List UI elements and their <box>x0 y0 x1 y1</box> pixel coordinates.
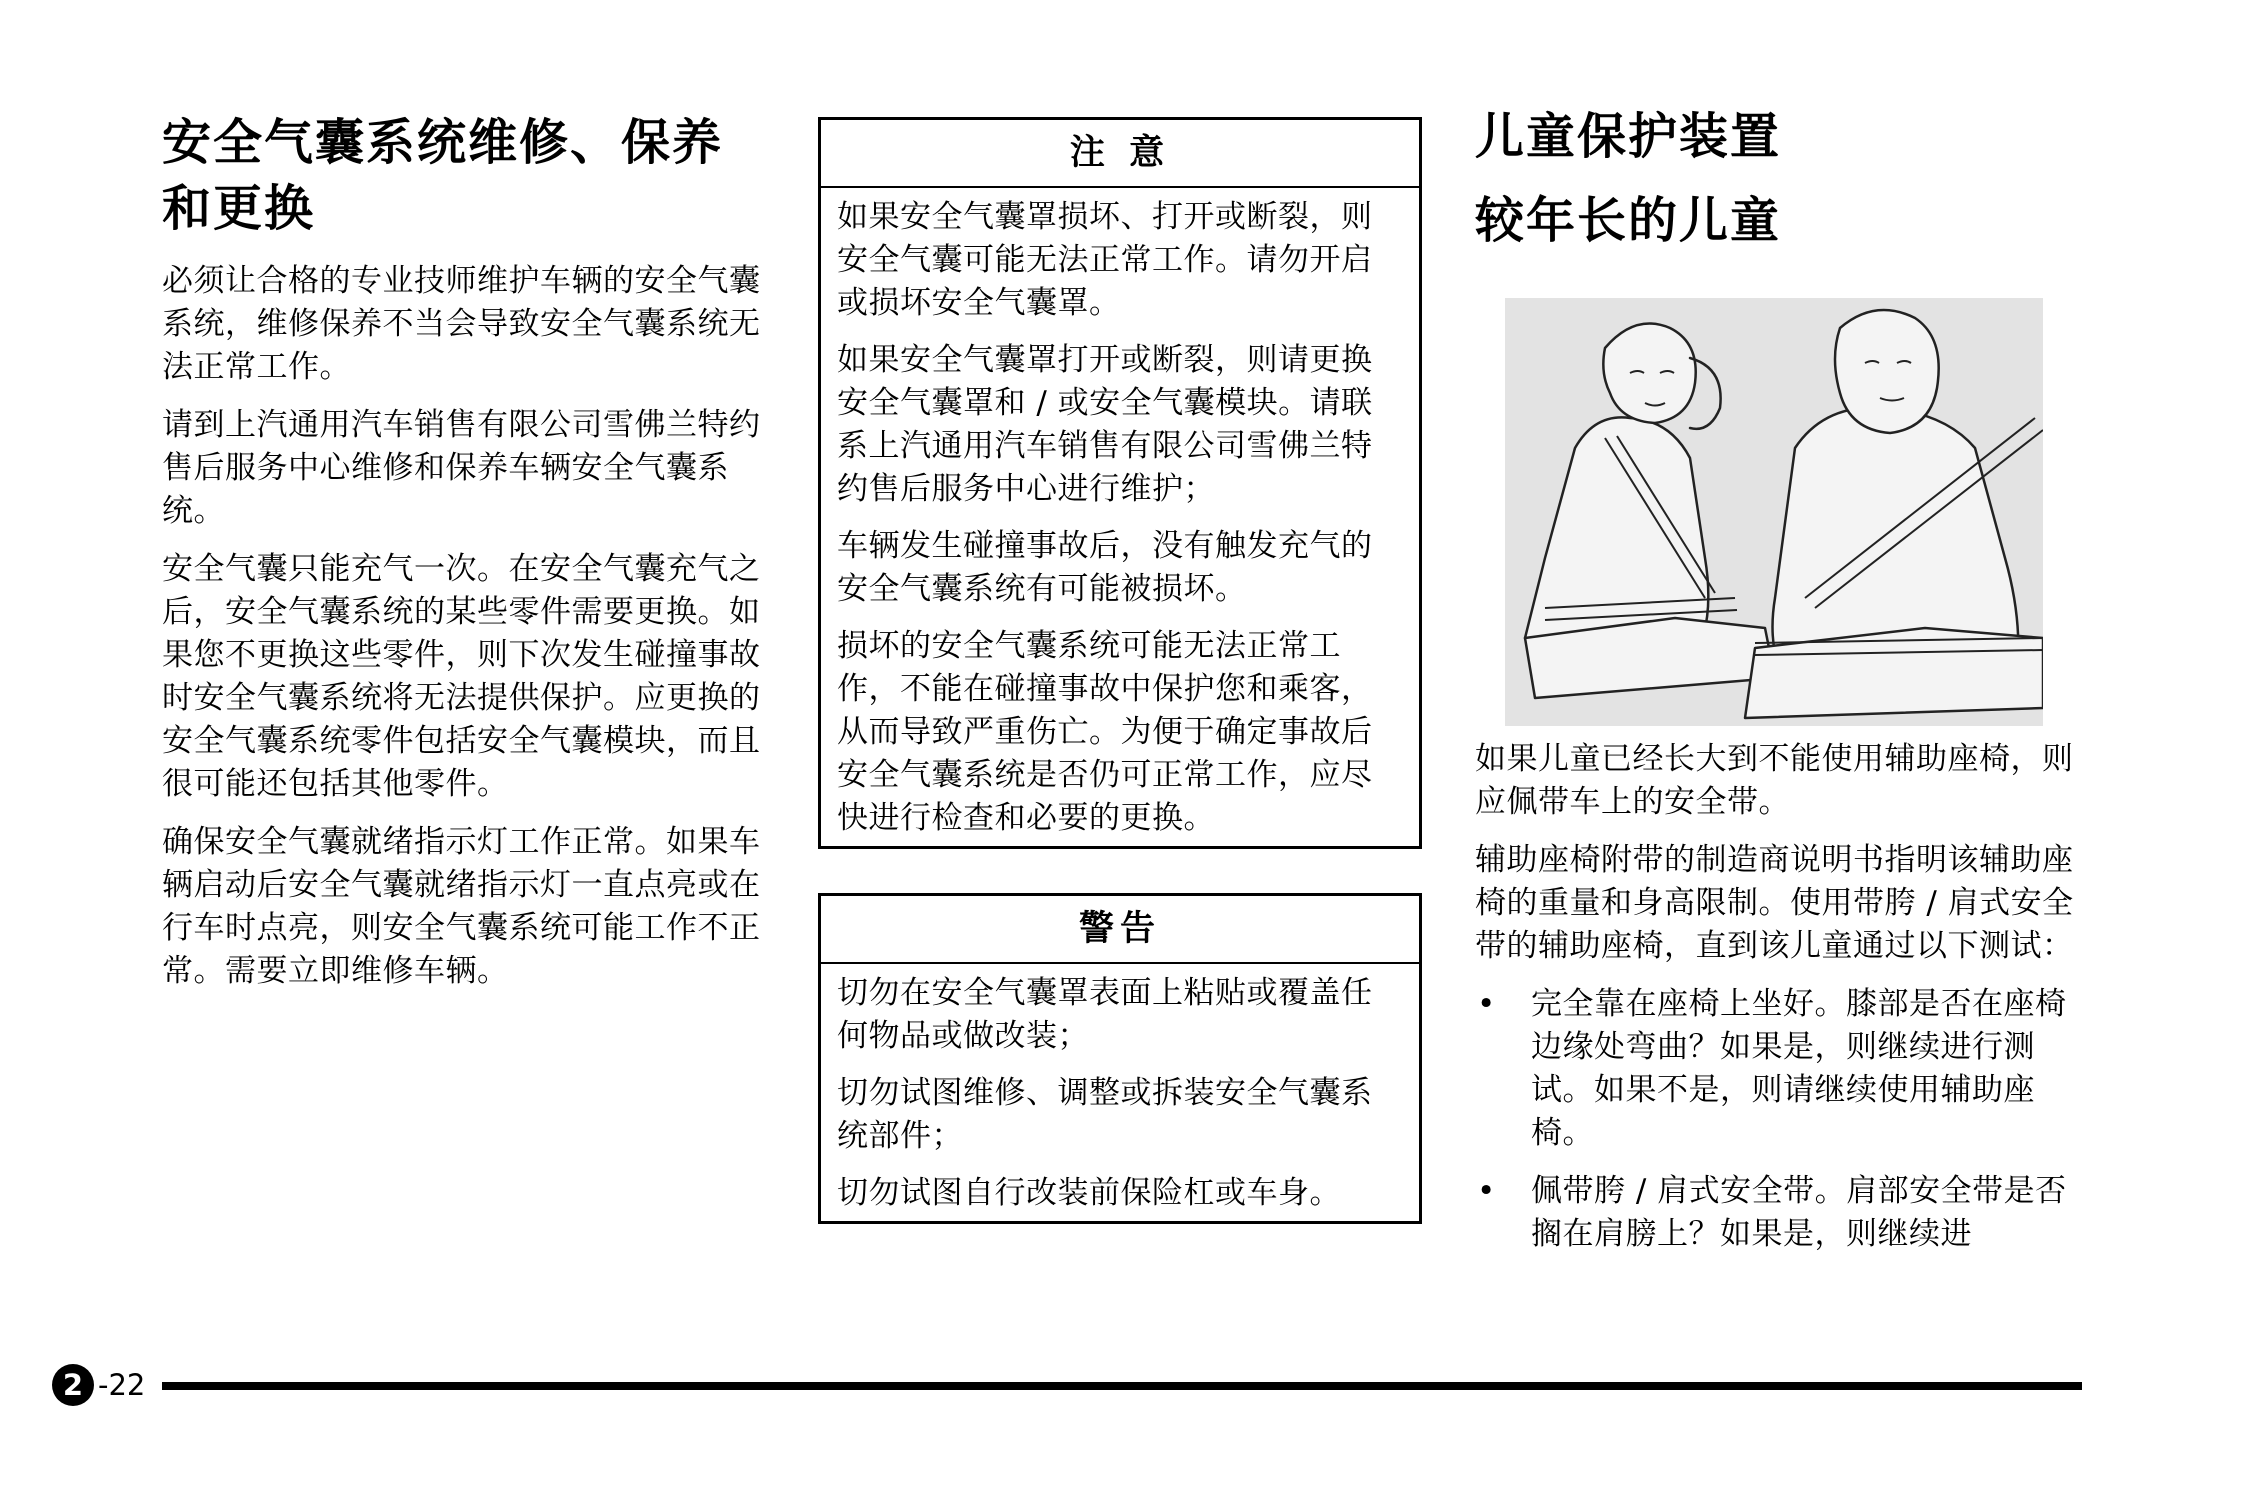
children-seatbelt-illustration <box>1505 298 2043 726</box>
section-title-child-restraints: 儿童保护装置 <box>1475 108 1782 165</box>
bullet-item <box>1475 1170 2095 1256</box>
caution-paragraph: 如果安全气囊罩打开或断裂，则请更换安全气囊罩和 / 或安全气囊模块。请联系上汽通用汽车销售有限公司雪佛兰特约售后服务中心进行维护； <box>837 342 1373 507</box>
caution-content <box>821 188 1419 846</box>
paragraph: 如果儿童已经长大到不能使用辅助座椅，则应佩带车上的安全带。 <box>1475 741 2074 820</box>
paragraph: 辅助座椅附带的制造商说明书指明该辅助座椅的重量和身高限制。使用带胯 / 肩式安全带的辅助座椅，直到该儿童通过以下测试： <box>1475 842 2074 964</box>
bullet-text: 佩带胯 / 肩式安全带。肩部安全带是否搁在肩膀上？如果是，则继续进 <box>1531 1173 2067 1252</box>
warning-heading: 警告 <box>821 896 1419 964</box>
warning-content <box>821 964 1419 1221</box>
caution-paragraph: 如果安全气囊罩损坏、打开或断裂，则安全气囊可能无法正常工作。请勿开启或损坏安全气囊罩。 <box>837 199 1373 321</box>
warning-paragraph: 切勿在安全气囊罩表面上粘贴或覆盖任何物品或做改装； <box>837 975 1373 1054</box>
right-body <box>1475 738 2095 1271</box>
warning-paragraph: 切勿试图维修、调整或拆装安全气囊系统部件； <box>837 1075 1373 1154</box>
bullet-icon: • <box>1477 1173 1496 1209</box>
section-subtitle-older-children: 较年长的儿童 <box>1475 192 1782 249</box>
caution-heading: 注 意 <box>821 120 1419 188</box>
paragraph: 确保安全气囊就绪指示灯工作正常。如果车辆启动后安全气囊就绪指示灯一直点亮或在行车时点亮，则安全气囊系统可能工作不正常。需要立即维修车辆。 <box>162 824 761 989</box>
caution-paragraph: 车辆发生碰撞事故后，没有触发充气的安全气囊系统有可能被损坏。 <box>837 528 1373 607</box>
footer-rule <box>162 1382 2082 1390</box>
caution-box <box>818 117 1422 849</box>
left-body <box>162 260 762 1008</box>
paragraph: 安全气囊只能充气一次。在安全气囊充气之后，安全气囊系统的某些零件需要更换。如果您不更换这些零件，则下次发生碰撞事故时安全气囊系统将无法提供保护。应更换的安全气囊系统零件包括安全气囊模块，而且很可能还包括其他零件。 <box>162 551 761 802</box>
paragraph: 必须让合格的专业技师维护车辆的安全气囊系统，维修保养不当会导致安全气囊系统无法正常工作。 <box>162 263 761 385</box>
bullet-text: 完全靠在座椅上坐好。膝部是否在座椅边缘处弯曲？如果是，则继续进行测试。如果不是，则请继续使用辅助座椅。 <box>1531 986 2067 1151</box>
warning-paragraph: 切勿试图自行改装前保险杠或车身。 <box>837 1175 1341 1211</box>
paragraph: 请到上汽通用汽车销售有限公司雪佛兰特约售后服务中心维修和保养车辆安全气囊系统。 <box>162 407 761 529</box>
caution-paragraph: 损坏的安全气囊系统可能无法正常工作，不能在碰撞事故中保护您和乘客，从而导致严重伤亡。为便于确定事故后安全气囊系统是否仍可正常工作，应尽快进行检查和必要的更换。 <box>837 628 1373 836</box>
bullet-item <box>1475 983 2095 1155</box>
warning-box <box>818 893 1422 1224</box>
bullet-icon: • <box>1477 986 1496 1022</box>
chapter-badge: 2 <box>52 1364 94 1406</box>
page-number: -22 <box>98 1368 146 1402</box>
children-seatbelt-drawing <box>1505 298 2043 726</box>
section-title-airbag-service: 安全气囊系统维修、保养和更换 <box>162 114 724 237</box>
